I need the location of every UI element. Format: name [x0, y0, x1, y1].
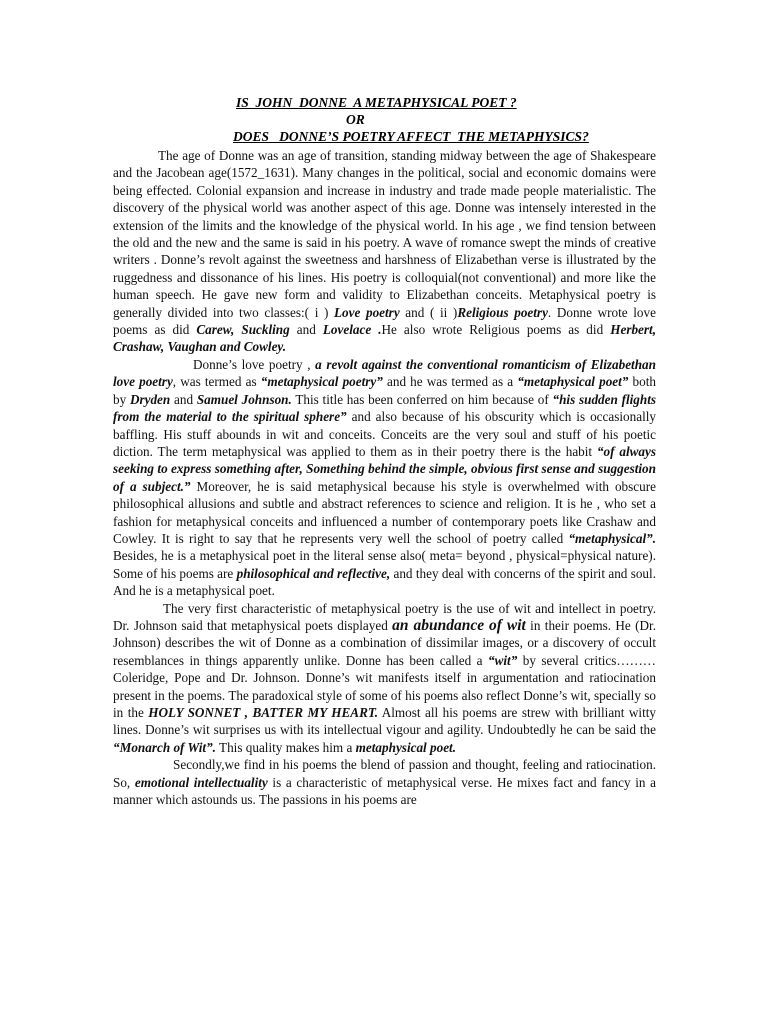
- text-run: This title has been conferred on him because of: [291, 391, 553, 407]
- paragraph-3: [113, 600, 656, 757]
- text-run: and ( ii ): [399, 304, 458, 320]
- text-run: and: [170, 391, 197, 407]
- paragraph-1: [113, 147, 656, 356]
- text-run: He also wrote Religious poems as did: [381, 322, 611, 338]
- emphasis: metaphysical poet.: [355, 739, 457, 755]
- emphasis: “his sudden flights from the material to the spiritual sphere”: [113, 391, 657, 425]
- text-run: The very first characteristic of metaphysical poetry is the use of wit and intellect in poetry. Dr. Johnson said that metaphysical poets displayed: [113, 600, 656, 633]
- text-run: Besides, he is a metaphysical poet in the literal sense also( meta= beyond , physical=physical nature). Some of his poems are: [113, 548, 656, 581]
- emphasis: “of always seeking to express something after, Something behind the simple, obvious first sense and suggestion of a subject.”: [113, 443, 656, 494]
- text-run: is a characteristic of metaphysical verse. He mixes fact and fancy in a manner which astounds us. The passions in his poems are: [113, 774, 656, 808]
- emphasis: emotional intellectuality: [134, 774, 268, 790]
- emphasis: “metaphysical poet”: [517, 374, 629, 390]
- title-line-1: IS JOHN DONNE A METAPHYSICAL POET ?: [236, 95, 517, 110]
- paragraph-2: [113, 356, 656, 600]
- paragraph-4: [113, 756, 656, 808]
- text-run: Donne’s love poetry ,: [193, 356, 316, 372]
- document-body: [113, 147, 656, 808]
- emphasis: a revolt against the conventional romanticism of Elizabethan love poetry: [113, 356, 656, 390]
- emphasis: Dryden: [129, 391, 171, 407]
- text-run: and they deal with concerns of the spirit and soul. And he is a metaphysical poet.: [113, 565, 656, 599]
- text-run: Secondly,we find in his poems the blend of passion and thought, feeling and ratiocination. So,: [113, 757, 656, 790]
- text-run: both by: [113, 374, 656, 407]
- emphasis: Religious poetry: [457, 304, 548, 320]
- emphasis: HOLY SONNET , BATTER MY HEART.: [148, 705, 379, 720]
- emphasis: philosophical and reflective,: [236, 565, 391, 581]
- text-run: This quality makes him a: [215, 739, 356, 755]
- title-line-2: OR: [346, 112, 365, 127]
- text-run: and also because of his obscurity which is occasionally baffling. His stuff abounds in wit and conceits. Conceits are the very soul and stuff of his poetic diction. The term metaphysical was applied to them as in their poetry there is the habit: [113, 409, 656, 459]
- title-line-3: DOES DONNE’S POETRY AFFECT THE METAPHYSICS?: [233, 129, 589, 144]
- text-run: , was termed as: [172, 374, 261, 390]
- emphasis: an abundance of wit: [392, 616, 526, 634]
- title-block: [0, 94, 768, 145]
- emphasis: “metaphysical”.: [568, 530, 656, 546]
- text-run: The age of Donne was an age of transition, standing midway between the age of Shakespeare and the Jacobean age(1572_1631). Many changes in the political, social and economic domains were being effected. Colonial expansion and increase in industry and trade made people materialistic. The discovery of the physical world was another aspect of this age. Donne was intensely interested in the extension of the limits and the knowledge of the physical world. In his age , we find tension between the old and the new and the same is said in his poetry. A wave of romance swept the minds of creative writers . Donne’s revolt against the sweetness and harshness of Elizabethan verse is illustrated by the ruggedness and dissonance of his lines. His poetry is colloquial(not conventional) and more like the human speech. He gave new form and validity to Elizabethan conceits. Metaphysical poetry is generally divided into two classes:( i ): [113, 148, 656, 320]
- emphasis: “metaphysical poetry”: [260, 374, 383, 390]
- emphasis: “Monarch of Wit”.: [113, 739, 216, 755]
- emphasis: Lovelace .: [322, 322, 382, 338]
- text-run: by several critics………Coleridge, Pope and Dr. Johnson. Donne’s wit manifests itself in argumentation and ratiocination present in the poems. The paradoxical style of some of his poems also reflect Donne’s wit, specially so in the: [113, 652, 656, 720]
- text-run: in their poems. He (Dr. Johnson) describes the wit of Donne as a combination of dissimilar images, or a discovery of occult resemblances in things apparently unlike. Donne has been called a: [113, 617, 656, 668]
- text-run: and he was termed as a: [382, 374, 518, 390]
- text-run: . Donne wrote love poems as did: [113, 304, 656, 338]
- emphasis: Carew, Suckling: [196, 322, 290, 338]
- text-run: Moreover, he is said metaphysical because his style is overwhelmed with obscure philosophical allusions and subtle and abstract references to science and religion. It is he , who set a fashion for metaphysical conceits and influenced a number of contemporary poets like Crashaw and Cowley. It is right to say that he represents very well the school of poetry called: [113, 478, 656, 546]
- emphasis: Herbert, Crashaw, Vaughan and Cowley.: [113, 322, 656, 355]
- emphasis: Love poetry: [334, 304, 400, 320]
- text-run: Almost all his poems are strew with brilliant witty lines. Donne’s wit surprises us with its intellectual vigour and agility. Undoubtedly he can be said the: [113, 705, 656, 738]
- text-run: and: [289, 322, 323, 338]
- emphasis: “wit”: [487, 652, 518, 668]
- emphasis: Samuel Johnson.: [196, 391, 292, 407]
